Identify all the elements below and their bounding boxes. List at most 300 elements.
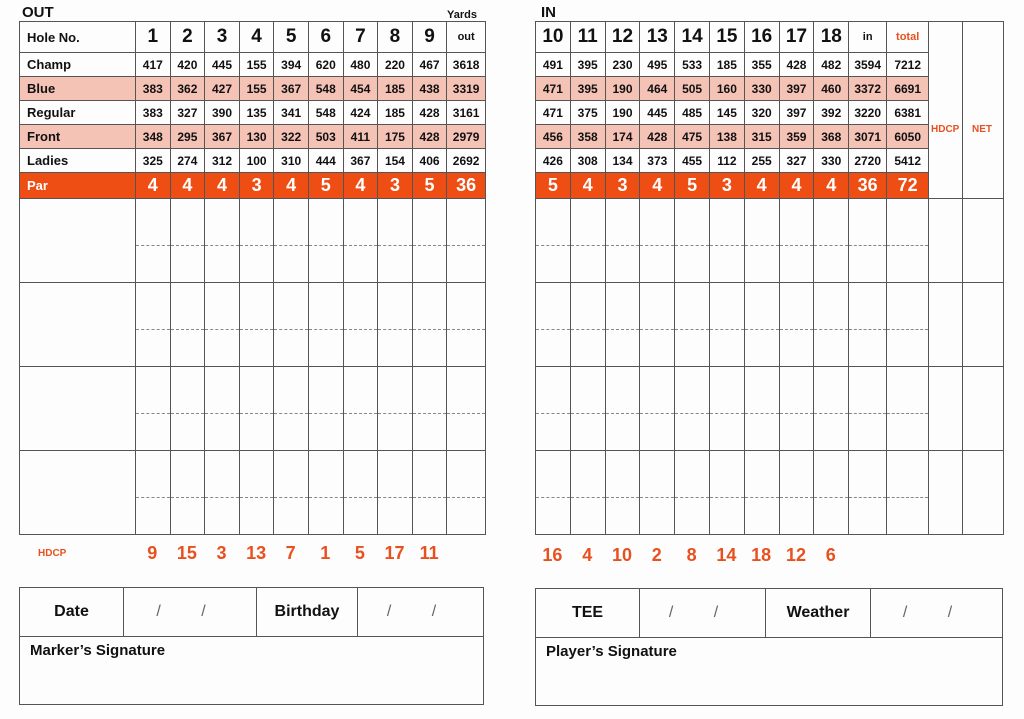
yardage-cell: 428 (412, 101, 447, 125)
score-cell[interactable] (849, 367, 887, 451)
score-cell[interactable] (887, 451, 929, 535)
score-cell[interactable] (378, 199, 413, 283)
score-cell[interactable] (887, 283, 929, 367)
score-cell[interactable] (570, 199, 605, 283)
score-cell[interactable] (239, 283, 274, 367)
date-label: Date (20, 588, 124, 636)
player-info-box (535, 588, 1003, 706)
hdcp-value: 13 (246, 543, 267, 563)
yardage-cell: 185 (378, 77, 413, 101)
hdcp-value: 1 (320, 543, 331, 563)
hdcp-value: 4 (582, 545, 593, 565)
yardage-cell: 138 (709, 125, 744, 149)
score-cell[interactable] (343, 451, 378, 535)
yardage-cell: 322 (274, 125, 309, 149)
yardage-cell: 315 (744, 125, 779, 149)
yardage-cell: 3618 (447, 53, 486, 77)
yardage-cell: 320 (744, 101, 779, 125)
yardage-cell: 112 (709, 149, 744, 173)
score-cell[interactable] (239, 367, 274, 451)
yardage-cell: 135 (239, 101, 274, 125)
score-cell[interactable] (570, 283, 605, 367)
par-cell: 4 (779, 173, 814, 199)
hdcp-value: 14 (716, 545, 737, 565)
yardage-cell: 375 (570, 101, 605, 125)
score-cell[interactable] (536, 283, 571, 367)
yardage-cell: 495 (640, 53, 675, 77)
score-cell[interactable] (744, 451, 779, 535)
hdcp-column-label: HDCP (931, 124, 960, 135)
yardage-cell: 185 (709, 53, 744, 77)
yardage-cell: 397 (779, 101, 814, 125)
score-cell[interactable] (205, 199, 240, 283)
score-cell[interactable] (170, 199, 205, 283)
yardage-cell: 220 (378, 53, 413, 77)
score-cell[interactable] (640, 199, 675, 283)
par-cell: 4 (170, 173, 205, 199)
par-cell: 5 (675, 173, 710, 199)
score-cell[interactable] (447, 199, 486, 283)
yardage-cell: 456 (536, 125, 571, 149)
yardage-cell: 2720 (849, 149, 887, 173)
yardage-cell: 471 (536, 77, 571, 101)
score-cell[interactable] (170, 367, 205, 451)
par-cell: 3 (378, 173, 413, 199)
yardage-cell: 428 (412, 125, 447, 149)
in-hole-header: 17 (779, 22, 814, 53)
score-cell[interactable] (814, 367, 849, 451)
score-row (536, 367, 1004, 451)
out-hole-header: 8 (378, 22, 413, 53)
in-hole-header: 18 (814, 22, 849, 53)
score-cell[interactable] (779, 283, 814, 367)
par-cell: 5 (412, 173, 447, 199)
yardage-cell: 2979 (447, 125, 486, 149)
yardage-cell: 444 (308, 149, 343, 173)
score-cell[interactable] (447, 283, 486, 367)
score-cell[interactable] (963, 367, 1004, 451)
tee-field[interactable]: / / (640, 589, 766, 637)
tee-row (20, 101, 486, 125)
score-cell[interactable] (570, 367, 605, 451)
weather-field[interactable]: / / (902, 604, 971, 621)
in-hole-header: in (849, 22, 887, 53)
date-field[interactable]: / / (124, 588, 257, 636)
score-cell[interactable] (536, 451, 571, 535)
score-cell[interactable] (709, 451, 744, 535)
par-cell: 3 (605, 173, 640, 199)
tee-label: TEE (536, 589, 640, 637)
in-scorecard-table (535, 21, 1004, 535)
score-cell[interactable] (136, 283, 171, 367)
score-cell[interactable] (849, 451, 887, 535)
yardage-cell: 130 (239, 125, 274, 149)
score-cell[interactable] (343, 283, 378, 367)
tee-name: Front (20, 125, 136, 149)
par-cell: 36 (849, 173, 887, 199)
player-name-cell[interactable] (20, 283, 136, 367)
tee-row (20, 125, 486, 149)
score-cell[interactable] (640, 367, 675, 451)
score-cell[interactable] (378, 451, 413, 535)
score-cell[interactable] (447, 367, 486, 451)
yardage-cell: 160 (709, 77, 744, 101)
score-cell[interactable] (274, 283, 309, 367)
yardage-cell: 548 (308, 101, 343, 125)
score-cell[interactable] (136, 367, 171, 451)
yardage-cell: 485 (675, 101, 710, 125)
par-cell: 4 (343, 173, 378, 199)
score-cell[interactable] (378, 367, 413, 451)
yardage-cell: 274 (170, 149, 205, 173)
score-cell[interactable] (412, 451, 447, 535)
yardage-cell: 368 (814, 125, 849, 149)
yardage-cell: 3319 (447, 77, 486, 101)
tee-name: Ladies (20, 149, 136, 173)
marker-signature-area[interactable] (20, 636, 483, 637)
yardage-cell: 325 (136, 149, 171, 173)
score-cell[interactable] (929, 451, 963, 535)
yardage-cell: 467 (412, 53, 447, 77)
yardage-cell: 362 (170, 77, 205, 101)
score-cell[interactable] (887, 199, 929, 283)
par-cell: 4 (640, 173, 675, 199)
in-hole-header: 11 (570, 22, 605, 53)
score-row (20, 199, 486, 283)
score-cell[interactable] (929, 367, 963, 451)
marker-signature-label: Marker’s Signature (30, 642, 166, 659)
par-cell: 4 (136, 173, 171, 199)
yardage-cell: 327 (170, 101, 205, 125)
yardage-cell: 464 (640, 77, 675, 101)
score-cell[interactable] (779, 199, 814, 283)
yardage-cell: 190 (605, 77, 640, 101)
hdcp-value: 3 (216, 543, 227, 563)
yardage-cell: 383 (136, 101, 171, 125)
yardage-cell: 417 (136, 53, 171, 77)
score-cell[interactable] (963, 199, 1004, 283)
score-cell[interactable] (536, 367, 571, 451)
yardage-cell: 392 (814, 101, 849, 125)
in-hole-header: 10 (536, 22, 571, 53)
birthday-label: Birthday (257, 588, 358, 636)
weather-label: Weather (766, 589, 871, 637)
tee-row (20, 149, 486, 173)
score-cell[interactable] (412, 199, 447, 283)
yardage-cell: 394 (274, 53, 309, 77)
yardage-cell: 2692 (447, 149, 486, 173)
yardage-cell: 7212 (887, 53, 929, 77)
yardage-cell: 395 (570, 77, 605, 101)
yardage-cell: 359 (779, 125, 814, 149)
yardage-cell: 480 (343, 53, 378, 77)
score-cell[interactable] (536, 199, 571, 283)
score-cell[interactable] (744, 283, 779, 367)
yardage-cell: 255 (744, 149, 779, 173)
hdcp-value: 9 (147, 543, 158, 563)
par-cell: 3 (709, 173, 744, 199)
in-title: IN (541, 4, 556, 21)
yardage-cell: 190 (605, 101, 640, 125)
in-hole-header: total (887, 22, 929, 53)
score-cell[interactable] (849, 283, 887, 367)
out-hole-header: 1 (136, 22, 171, 53)
hdcp-value: 6 (825, 545, 836, 565)
score-row (20, 367, 486, 451)
player-signature-label: Player’s Signature (546, 643, 677, 660)
score-cell[interactable] (447, 451, 486, 535)
yardage-cell: 420 (170, 53, 205, 77)
par-cell: 4 (205, 173, 240, 199)
player-name-cell[interactable] (20, 451, 136, 535)
score-cell[interactable] (709, 367, 744, 451)
score-cell[interactable] (205, 367, 240, 451)
out-scorecard-table (19, 21, 486, 535)
yards-label: Yards (447, 9, 477, 21)
score-cell[interactable] (570, 451, 605, 535)
yardage-cell: 330 (744, 77, 779, 101)
yardage-cell: 428 (779, 53, 814, 77)
score-cell[interactable] (675, 199, 710, 283)
hdcp-value: 2 (651, 545, 662, 565)
yardage-cell: 445 (640, 101, 675, 125)
yardage-cell: 341 (274, 101, 309, 125)
yardage-cell: 5412 (887, 149, 929, 173)
score-cell[interactable] (605, 451, 640, 535)
hdcp-value: 7 (285, 543, 296, 563)
par-cell: 4 (744, 173, 779, 199)
yardage-cell: 373 (640, 149, 675, 173)
yardage-cell: 3071 (849, 125, 887, 149)
score-cell[interactable] (308, 451, 343, 535)
par-cell: 5 (536, 173, 571, 199)
birthday-field[interactable]: / / (386, 603, 455, 620)
yardage-cell: 330 (814, 149, 849, 173)
yardage-cell: 438 (412, 77, 447, 101)
score-cell[interactable] (963, 283, 1004, 367)
score-cell[interactable] (814, 283, 849, 367)
score-cell[interactable] (640, 283, 675, 367)
tee-row (20, 77, 486, 101)
yardage-cell: 355 (744, 53, 779, 77)
hdcp-value: 12 (785, 545, 806, 565)
player-name-cell[interactable] (20, 199, 136, 283)
yardage-cell: 460 (814, 77, 849, 101)
score-cell[interactable] (239, 199, 274, 283)
yardage-cell: 471 (536, 101, 571, 125)
par-cell: 3 (239, 173, 274, 199)
yardage-cell: 327 (779, 149, 814, 173)
yardage-cell: 406 (412, 149, 447, 173)
score-row (536, 199, 1004, 283)
tee-name: Champ (20, 53, 136, 77)
yardage-cell: 6381 (887, 101, 929, 125)
hole-no-label: Hole No. (20, 22, 136, 53)
score-cell[interactable] (929, 199, 963, 283)
yardage-cell: 367 (274, 77, 309, 101)
par-cell: 4 (570, 173, 605, 199)
tee-name: Regular (20, 101, 136, 125)
yardage-cell: 427 (205, 77, 240, 101)
yardage-cell: 383 (136, 77, 171, 101)
par-cell: 4 (814, 173, 849, 199)
hdcp-value: 8 (686, 545, 697, 565)
hdcp-value: 16 (542, 545, 563, 565)
yardage-cell: 395 (570, 53, 605, 77)
yardage-cell: 491 (536, 53, 571, 77)
score-cell[interactable] (929, 283, 963, 367)
yardage-cell: 348 (136, 125, 171, 149)
yardage-cell: 6050 (887, 125, 929, 149)
score-row (536, 451, 1004, 535)
yardage-cell: 174 (605, 125, 640, 149)
net-column (963, 22, 1004, 199)
yardage-cell: 145 (709, 101, 744, 125)
score-cell[interactable] (412, 283, 447, 367)
yardage-cell: 475 (675, 125, 710, 149)
yardage-cell: 411 (343, 125, 378, 149)
in-hole-header: 16 (744, 22, 779, 53)
yardage-cell: 308 (570, 149, 605, 173)
out-hole-header: 7 (343, 22, 378, 53)
score-cell[interactable] (675, 451, 710, 535)
score-cell[interactable] (274, 367, 309, 451)
out-hole-header: 4 (239, 22, 274, 53)
marker-info-box (19, 587, 484, 705)
hdcp-value: 10 (611, 545, 632, 565)
par-label: Par (20, 173, 136, 199)
score-cell[interactable] (779, 367, 814, 451)
par-cell: 4 (274, 173, 309, 199)
yardage-cell: 533 (675, 53, 710, 77)
yardage-cell: 505 (675, 77, 710, 101)
score-cell[interactable] (814, 451, 849, 535)
score-cell[interactable] (963, 451, 1004, 535)
score-cell[interactable] (343, 367, 378, 451)
yardage-cell: 367 (343, 149, 378, 173)
score-cell[interactable] (675, 367, 710, 451)
in-hole-header: 15 (709, 22, 744, 53)
score-cell[interactable] (412, 367, 447, 451)
player-name-cell[interactable] (20, 367, 136, 451)
hdcp-value: 5 (354, 543, 365, 563)
yardage-cell: 310 (274, 149, 309, 173)
yardage-cell: 3161 (447, 101, 486, 125)
hdcp-value: 11 (419, 543, 439, 563)
yardage-cell: 295 (170, 125, 205, 149)
yardage-cell: 230 (605, 53, 640, 77)
score-cell[interactable] (887, 367, 929, 451)
yardage-cell: 3372 (849, 77, 887, 101)
out-hole-header: 2 (170, 22, 205, 53)
score-cell[interactable] (849, 199, 887, 283)
player-signature-area[interactable] (536, 637, 1002, 638)
yardage-cell: 155 (239, 77, 274, 101)
yardage-cell: 155 (239, 53, 274, 77)
yardage-cell: 620 (308, 53, 343, 77)
hdcp-value: 18 (751, 545, 772, 565)
score-cell[interactable] (136, 451, 171, 535)
score-cell[interactable] (343, 199, 378, 283)
in-hole-header: 13 (640, 22, 675, 53)
score-cell[interactable] (308, 199, 343, 283)
score-cell[interactable] (675, 283, 710, 367)
out-hole-header: 3 (205, 22, 240, 53)
score-cell[interactable] (640, 451, 675, 535)
score-cell[interactable] (378, 283, 413, 367)
score-cell[interactable] (605, 199, 640, 283)
out-title: OUT (22, 4, 54, 21)
yardage-cell: 358 (570, 125, 605, 149)
yardage-cell: 3220 (849, 101, 887, 125)
par-row (20, 173, 486, 199)
yardage-cell: 312 (205, 149, 240, 173)
yardage-cell: 134 (605, 149, 640, 173)
score-row (20, 283, 486, 367)
score-cell[interactable] (205, 283, 240, 367)
in-hole-header: 14 (675, 22, 710, 53)
score-row (536, 283, 1004, 367)
score-cell[interactable] (744, 367, 779, 451)
yardage-cell: 454 (343, 77, 378, 101)
hdcp-value: 17 (384, 543, 405, 563)
yardage-cell: 175 (378, 125, 413, 149)
score-cell[interactable] (308, 367, 343, 451)
net-column-label: NET (972, 124, 992, 135)
yardage-cell: 445 (205, 53, 240, 77)
score-cell[interactable] (274, 451, 309, 535)
yardage-cell: 503 (308, 125, 343, 149)
score-cell[interactable] (605, 283, 640, 367)
score-cell[interactable] (709, 199, 744, 283)
score-cell[interactable] (709, 283, 744, 367)
hdcp-value: 15 (176, 543, 197, 563)
score-cell[interactable] (779, 451, 814, 535)
par-cell: 5 (308, 173, 343, 199)
yardage-cell: 397 (779, 77, 814, 101)
score-cell[interactable] (170, 283, 205, 367)
score-cell[interactable] (170, 451, 205, 535)
yardage-cell: 424 (343, 101, 378, 125)
tee-name: Blue (20, 77, 136, 101)
yardage-cell: 3594 (849, 53, 887, 77)
score-cell[interactable] (814, 199, 849, 283)
yardage-cell: 367 (205, 125, 240, 149)
score-cell[interactable] (274, 199, 309, 283)
yardage-cell: 428 (640, 125, 675, 149)
par-cell: 72 (887, 173, 929, 199)
score-cell[interactable] (136, 199, 171, 283)
yardage-cell: 426 (536, 149, 571, 173)
score-cell[interactable] (308, 283, 343, 367)
in-hole-header: 12 (605, 22, 640, 53)
tee-row (20, 53, 486, 77)
out-hole-header: out (447, 22, 486, 53)
yardage-cell: 185 (378, 101, 413, 125)
score-cell[interactable] (239, 451, 274, 535)
yardage-cell: 154 (378, 149, 413, 173)
yardage-cell: 482 (814, 53, 849, 77)
score-cell[interactable] (205, 451, 240, 535)
score-cell[interactable] (744, 199, 779, 283)
out-hole-header: 5 (274, 22, 309, 53)
score-cell[interactable] (605, 367, 640, 451)
yardage-cell: 100 (239, 149, 274, 173)
out-hole-header: 9 (412, 22, 447, 53)
hdcp-label: HDCP (38, 548, 67, 559)
yardage-cell: 548 (308, 77, 343, 101)
score-row (20, 451, 486, 535)
